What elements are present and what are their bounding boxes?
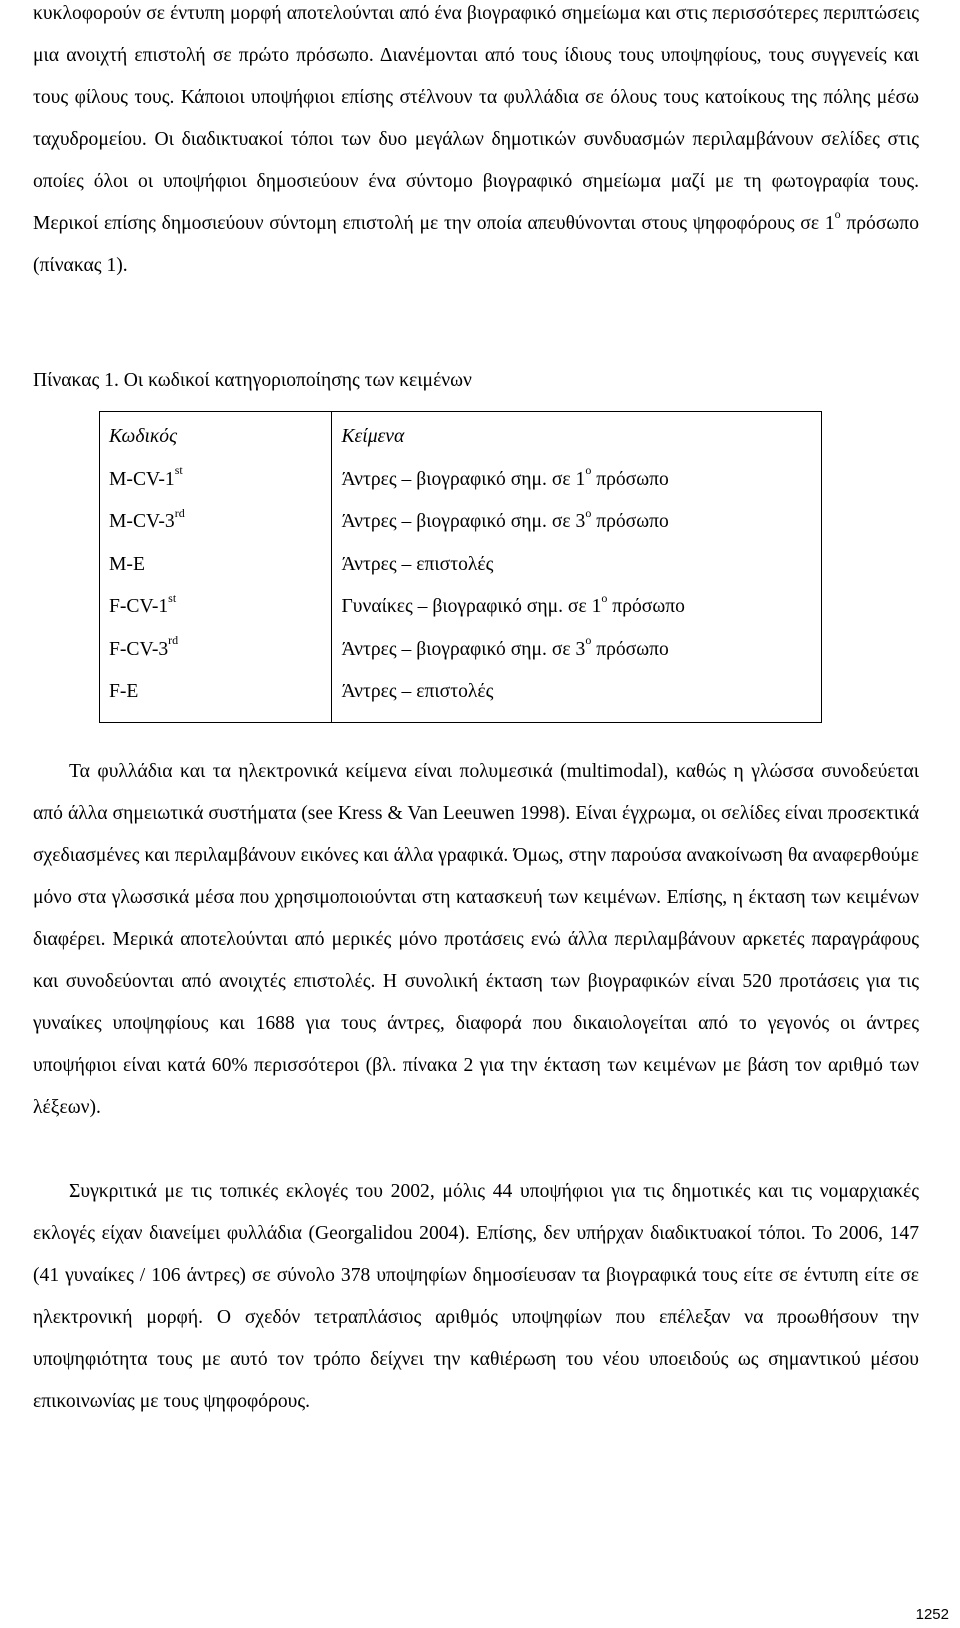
text-tail: πρόσωπο <box>607 596 685 618</box>
text-tail: πρόσωπο <box>591 638 669 660</box>
paragraph-intro-text: κυκλοφορούν σε έντυπη μορφή αποτελούνται από ένα βιογραφικό σημείωμα και στις περισσότερες περιπτώσεις μια ανοιχτή επιστολή σε πρώτο πρόσωπο. Διανέμονται από τους ίδιους τους υποψηφίους, τους συγγενείς και τους φίλους τους. Κάποιοι υποψήφιοι επίσης στέλνουν τα φυλλάδια σε όλους τους κατοίκους της πόλης μέσω ταχυδρομείου. Οι διαδικτυακοί τόποι των δυο μεγάλων δημοτικών συνδυασμών περιλαμβάνουν σελίδες στις οποίες όλοι οι υποψήφιοι δημοσιεύουν ένα σύντομο βιογραφικό σημείωμα μαζί με τη φωτογραφία τους. Μερικοί επίσης δημοσιεύουν σύντομη επιστολή με την οποία απευθύνονται στους ψηφοφόρους σε 1 <box>33 3 919 234</box>
code-text: M-CV-1 <box>109 468 175 490</box>
code-text: F-CV-3 <box>109 638 169 660</box>
codes-table <box>99 411 822 723</box>
code-text: M-CV-3 <box>109 511 175 533</box>
text-tail: πρόσωπο <box>591 468 669 490</box>
code-cell <box>100 629 332 672</box>
text-main: Άντρες – επιστολές <box>341 681 494 703</box>
text-main: Άντρες – βιογραφικό σημ. σε 1 <box>341 468 586 490</box>
table-row <box>100 544 822 587</box>
table-row <box>100 586 822 629</box>
text-tail: πρόσωπο <box>591 511 669 533</box>
text-superscript: ο <box>585 633 592 648</box>
table-header-row <box>100 412 822 459</box>
paragraph-intro <box>33 0 919 287</box>
text-superscript: ο <box>585 505 592 520</box>
header-texts: Κείμενα <box>341 426 405 448</box>
table-row <box>100 671 822 722</box>
text-main: Άντρες – βιογραφικό σημ. σε 3 <box>341 638 586 660</box>
header-code: Κωδικός <box>100 412 332 459</box>
text-main: Άντρες – βιογραφικό σημ. σε 3 <box>341 511 586 533</box>
code-cell <box>100 459 332 502</box>
text-cell <box>332 671 822 722</box>
code-cell <box>100 586 332 629</box>
code-cell <box>100 671 332 722</box>
code-superscript: st <box>174 463 183 478</box>
code-superscript: rd <box>168 633 179 648</box>
text-cell <box>332 501 822 544</box>
page-number: 1252 <box>915 1606 949 1623</box>
table-row <box>100 459 822 502</box>
table-row <box>100 501 822 544</box>
table-caption: Πίνακας 1. Οι κωδικοί κατηγοριοποίησης των κειμένων <box>33 370 472 391</box>
text-superscript: ο <box>585 463 592 478</box>
text-cell <box>332 586 822 629</box>
text-cell <box>332 544 822 587</box>
code-text: F-E <box>109 681 139 703</box>
superscript-o: ο <box>834 207 841 222</box>
code-text: M-E <box>109 553 145 575</box>
text-superscript: ο <box>601 590 608 605</box>
table-row <box>100 629 822 672</box>
text-cell <box>332 459 822 502</box>
paragraph-comparison: Συγκριτικά με τις τοπικές εκλογές του 2002, μόλις 44 υποψήφιοι για τις δημοτικές και τις νομαρχιακές εκλογές είχαν διανείμει φυλλάδια (Georgalidou 2004). Επίσης, δεν υπήρχαν διαδικτυακοί τόποι. Το 2006, 147 (41 γυναίκες / 106 άντρες) σε σύνολο 378 υποψηφίων δημοσίευσαν τα βιογραφικά τους είτε σε έντυπη είτε σε ηλεκτρονική μορφή. Ο σχεδόν τετραπλάσιος αριθμός υποψηφίων που επέλεξαν να προωθήσουν την υποψηφιότητα τους με αυτό τον τρόπο δείχνει την καθιέρωση του νέου υποειδούς ως σημαντικού μέσου επικοινωνίας με τους ψηφοφόρους. <box>33 1181 919 1412</box>
code-superscript: rd <box>174 505 185 520</box>
paragraph-intro-tail: πρόσωπο (πίνακας 1). <box>33 213 919 276</box>
text-main: Γυναίκες – βιογραφικό σημ. σε 1 <box>341 596 602 618</box>
paragraph-multimodal: Τα φυλλάδια και τα ηλεκτρονικά κείμενα είναι πολυμεσικά (multimodal), καθώς η γλώσσα συνοδεύεται από άλλα σημειωτικά συστήματα (see Kress & Van Leeuwen 1998). Είναι έγχρωμα, οι σελίδες είναι προσεκτικά σχεδιασμένες και περιλαμβάνουν εικόνες και άλλα γραφικά. Όμως, στην παρούσα ανακοίνωση θα αναφερθούμε μόνο στα γλωσσικά μέσα που χρησιμοποιούνται στη κατασκευή των κειμένων. Επίσης, η έκταση των κειμένων διαφέρει. Μερικά αποτελούνται από μερικές μόνο προτάσεις ενώ άλλα περιλαμβάνουν αρκετές παραγράφους και συνοδεύονται από ανοιχτές επιστολές. Η συνολική έκταση των βιογραφικών είναι 520 προτάσεις για τις γυναίκες υποψηφίους και 1688 για τους άντρες, διαφορά που δικαιολογείται από το γεγονός οι άντρες υποψήφιοι είναι κατά 60% περισσότεροι (βλ. πίνακα 2 για την έκταση των κειμένων με βάση τον αριθμό των λέξεων). <box>33 761 919 1118</box>
code-superscript: st <box>168 590 177 605</box>
text-main: Άντρες – επιστολές <box>341 553 494 575</box>
text-cell <box>332 629 822 672</box>
code-text: F-CV-1 <box>109 596 169 618</box>
code-cell <box>100 544 332 587</box>
code-cell <box>100 501 332 544</box>
